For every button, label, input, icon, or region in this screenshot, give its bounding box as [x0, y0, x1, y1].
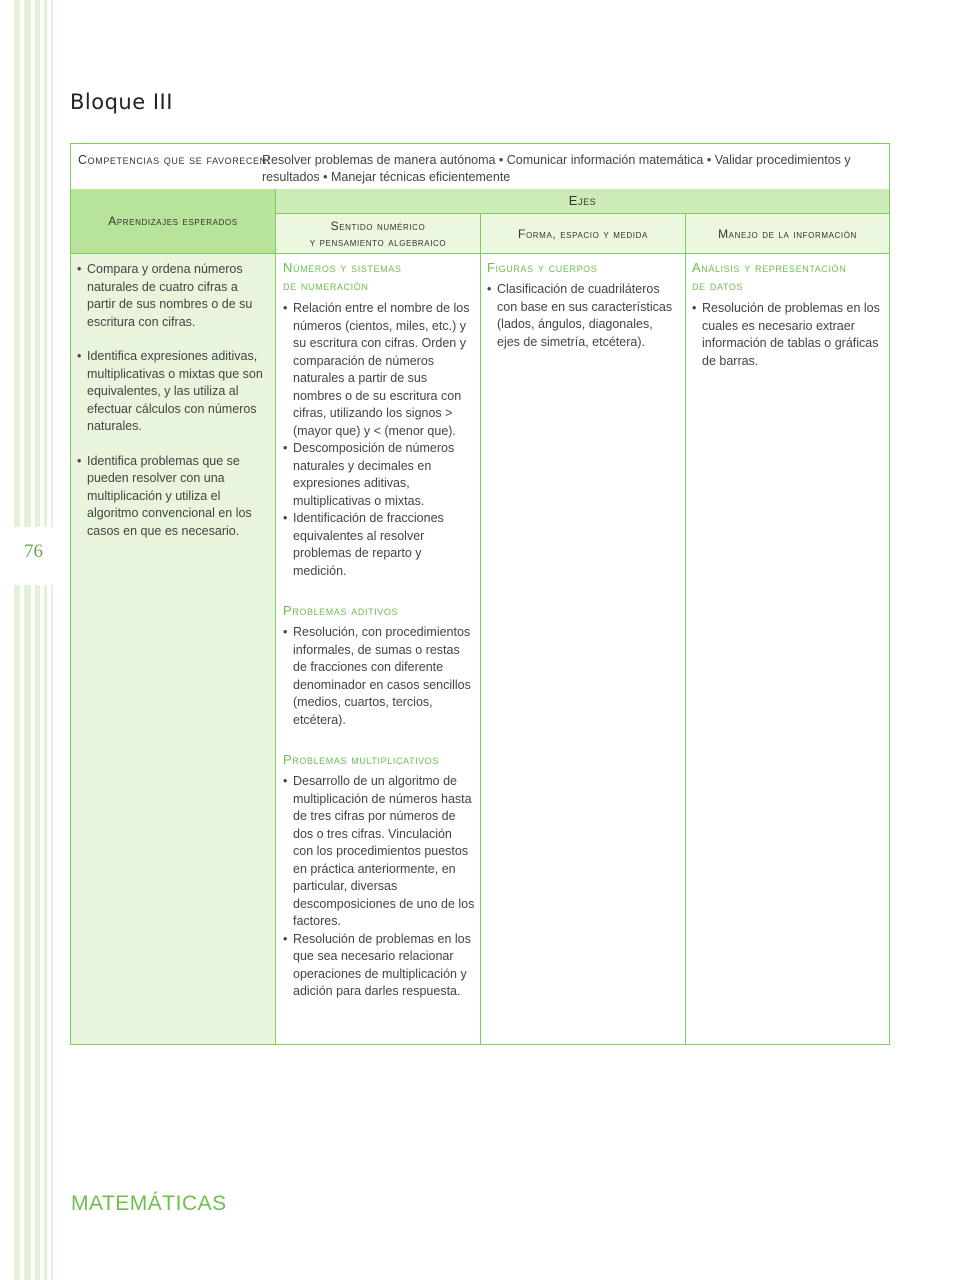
- competencias-text: Resolver problemas de manera autónoma • Comunicar información matemática • Validar procedimientos y resultados • Manejar técnicas eficientemente: [262, 153, 851, 184]
- competencias-row: [71, 144, 889, 190]
- margin-stripe: [24, 0, 31, 1280]
- section-title-line: de datos: [692, 278, 744, 293]
- manejo-content: [692, 259, 882, 370]
- aprendizaje-item: • Identifica problemas que se pueden resolver con una multiplicación y utiliza el algoritmo convencional en los casos en que es necesario.: [77, 453, 267, 541]
- column-divider: [480, 254, 481, 1044]
- forma-content: [487, 259, 679, 351]
- section-title-aditivos: Problemas aditivos: [283, 603, 399, 618]
- section-title-numeros: [283, 259, 475, 295]
- content-item: • Clasificación de cuadriláteros con base en sus características (lados, ángulos, diagonales, ejes de simetría, etcétera).: [487, 281, 679, 351]
- content-item: • Relación entre el nombre de los números (cientos, miles, etc.) y su escritura con cifras. Orden y comparación de números naturales a partir de sus nombres o de su escritura con cifras, utilizando los signos > (mayor que) y < (menor que).: [283, 300, 475, 440]
- header-manejo: Manejo de la información: [686, 214, 889, 253]
- margin-stripe: [35, 0, 40, 1280]
- margin-stripe: [14, 0, 20, 1280]
- aprendizajes-list: [77, 261, 267, 540]
- content-item: • Resolución de problemas en los cuales es necesario extraer información de tablas o gráficas de barras.: [692, 300, 882, 370]
- content-item: • Resolución de problemas en los que sea necesario relacionar operaciones de multiplicación y adición para darles respuesta.: [283, 931, 475, 1001]
- header-sentido-line2: y pensamiento algebraico: [309, 234, 447, 249]
- curriculum-table: [70, 143, 890, 1045]
- footer-subject: MATEMÁTICAS: [71, 1192, 227, 1215]
- section-title-analisis: [692, 259, 882, 295]
- content-item: • Desarrollo de un algoritmo de multiplicación de números hasta de tres cifras por números de dos o tres cifras. Vinculación con los procedimientos puestos en práctica anteriormente, en particular, diversas descomposiciones de uno de los factores.: [283, 773, 475, 931]
- competencias-label: Competencias que se favorecen:: [78, 153, 271, 167]
- section-title-figuras: Figuras y cuerpos: [487, 260, 598, 275]
- section-title-line: Análisis y representación: [692, 260, 847, 275]
- page-number: 76: [24, 541, 43, 562]
- header-forma: Forma, espacio y medida: [481, 214, 686, 253]
- header-aprendizajes: Aprendizajes esperados: [71, 189, 276, 253]
- section-title-line: de numeración: [283, 278, 369, 293]
- column-divider: [685, 254, 686, 1044]
- aprendizaje-item: • Identifica expresiones aditivas, multiplicativas o mixtas que son equivalentes, y las utiliza al efectuar cálculos con números naturales.: [77, 348, 267, 436]
- header-sentido-line1: Sentido numérico: [330, 218, 426, 233]
- block-title: Bloque III: [70, 90, 173, 114]
- section-title-multiplicativos: Problemas multiplicativos: [283, 752, 439, 767]
- header-ejes: Ejes: [276, 189, 889, 214]
- content-item: • Identificación de fracciones equivalentes al resolver problemas de reparto y medición.: [283, 510, 475, 580]
- content-item: • Descomposición de números naturales y decimales en expresiones aditivas, multiplicativas o mixtas.: [283, 440, 475, 510]
- header-sentido: [276, 214, 481, 253]
- margin-stripe: [44, 0, 47, 1280]
- content-item: • Resolución, con procedimientos informales, de sumas o restas de fracciones con diferente denominador en casos sencillos (medios, cuartos, tercios, etcétera).: [283, 624, 475, 729]
- margin-stripe: [51, 0, 53, 1280]
- aprendizaje-item: • Compara y ordena números naturales de cuatro cifras a partir de sus nombres o de su escritura con cifras.: [77, 261, 267, 331]
- sentido-content: [283, 259, 475, 1001]
- section-title-line: Números y sistemas: [283, 260, 402, 275]
